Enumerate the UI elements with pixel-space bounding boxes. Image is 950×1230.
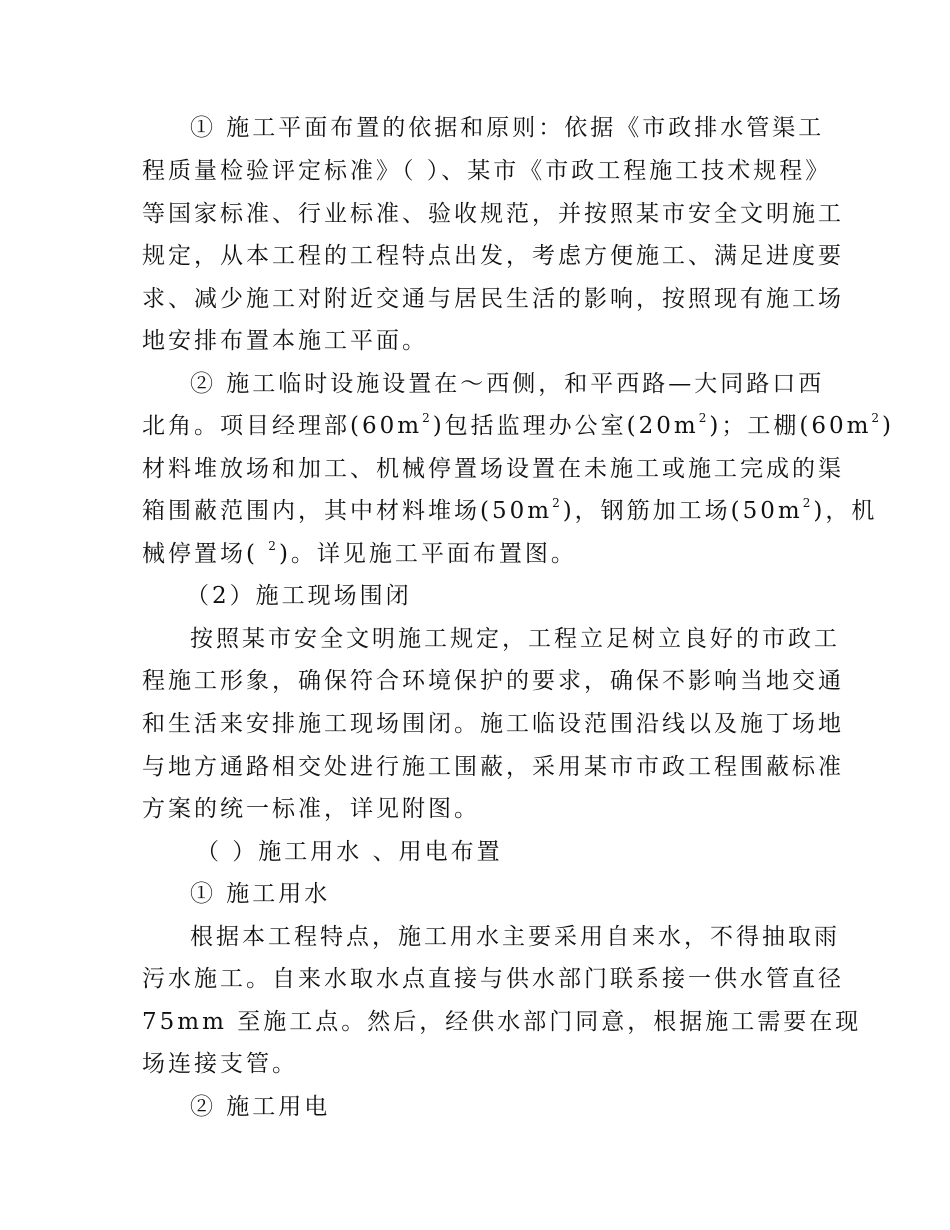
text-segment: )包括监理办公室(20m <box>432 413 699 439</box>
section-heading: （2）施工现场围闭 <box>186 583 412 609</box>
superscript: 2 <box>871 411 883 426</box>
text-line: 规定，从本工程的工程特点出发，考虑方便施工、满足进度要 <box>142 243 844 269</box>
superscript: 2 <box>268 539 279 554</box>
text-line: ① 施工平面布置的依据和原则：依据《市政排水管渠工 <box>190 115 825 141</box>
text-line: 污水施工。自来水取水点直接与供水部门联系接一供水管直径 <box>142 966 844 992</box>
text-line: 方案的统一标准，详见附图。 <box>142 796 480 822</box>
text-line <box>142 539 822 569</box>
text-segment: )；工棚(60m <box>709 413 872 439</box>
text-line: 与地方通路相交处进行施工围蔽，采用某市市政工程围蔽标准 <box>142 754 844 780</box>
text-segment: )。详见施工平面布置图。 <box>278 541 577 567</box>
text-line: ② 施工临时设施设置在～西侧，和平西路—大同路口西 <box>190 371 825 397</box>
text-segment: ) <box>882 413 895 439</box>
text-line: 按照某市安全文明施工规定，工程立足树立良好的市政工 <box>190 626 840 652</box>
section-heading: （ ）施工用水 、用电布置 <box>196 839 503 865</box>
text-segment: 北角。项目经理部(60m <box>142 413 423 439</box>
text-segment: )，机 <box>813 498 878 524</box>
superscript: 2 <box>422 411 433 426</box>
text-segment: 箱围蔽范围内，其中材料堆场(50m <box>142 498 553 524</box>
superscript: 2 <box>698 411 710 426</box>
text-segment: 械停置场( <box>142 541 258 567</box>
superscript: 2 <box>552 496 563 511</box>
text-line: 和生活来安排施工现场围闭。施工临设范围沿线以及施丁场地 <box>142 711 844 737</box>
text-line: 根据本工程特点，施工用水主要采用自来水，不得抽取雨 <box>190 924 840 950</box>
text-line: 场连接支管。 <box>142 1051 298 1077</box>
text-line: 75mm 至施工点。然后，经供水部门同意，根据施工需要在现 <box>142 1009 862 1035</box>
text-line <box>142 496 878 526</box>
text-segment: )，钢筋加工场(50m <box>562 498 803 524</box>
subsection-heading: ① 施工用水 <box>190 881 331 907</box>
text-line: 程质量检验评定标准》（ ）、某市《市政工程施工技术规程》 <box>142 158 832 184</box>
text-line: 程施工形象，确保符合环境保护的要求，确保不影响当地交通 <box>142 668 844 694</box>
text-line: 等国家标准、行业标准、验收规范，并按照某市安全文明施工 <box>142 201 844 227</box>
text-line: 地安排布置本施工平面。 <box>142 328 428 354</box>
text-line: 材料堆放场和加工、机械停置场设置在未施工或施工完成的渠 <box>142 456 844 482</box>
subsection-heading: ② 施工用电 <box>190 1094 331 1120</box>
superscript: 2 <box>802 496 814 511</box>
text-line <box>142 411 895 441</box>
text-line: 求、减少施工对附近交通与居民生活的影响，按照现有施工场 <box>142 286 844 312</box>
